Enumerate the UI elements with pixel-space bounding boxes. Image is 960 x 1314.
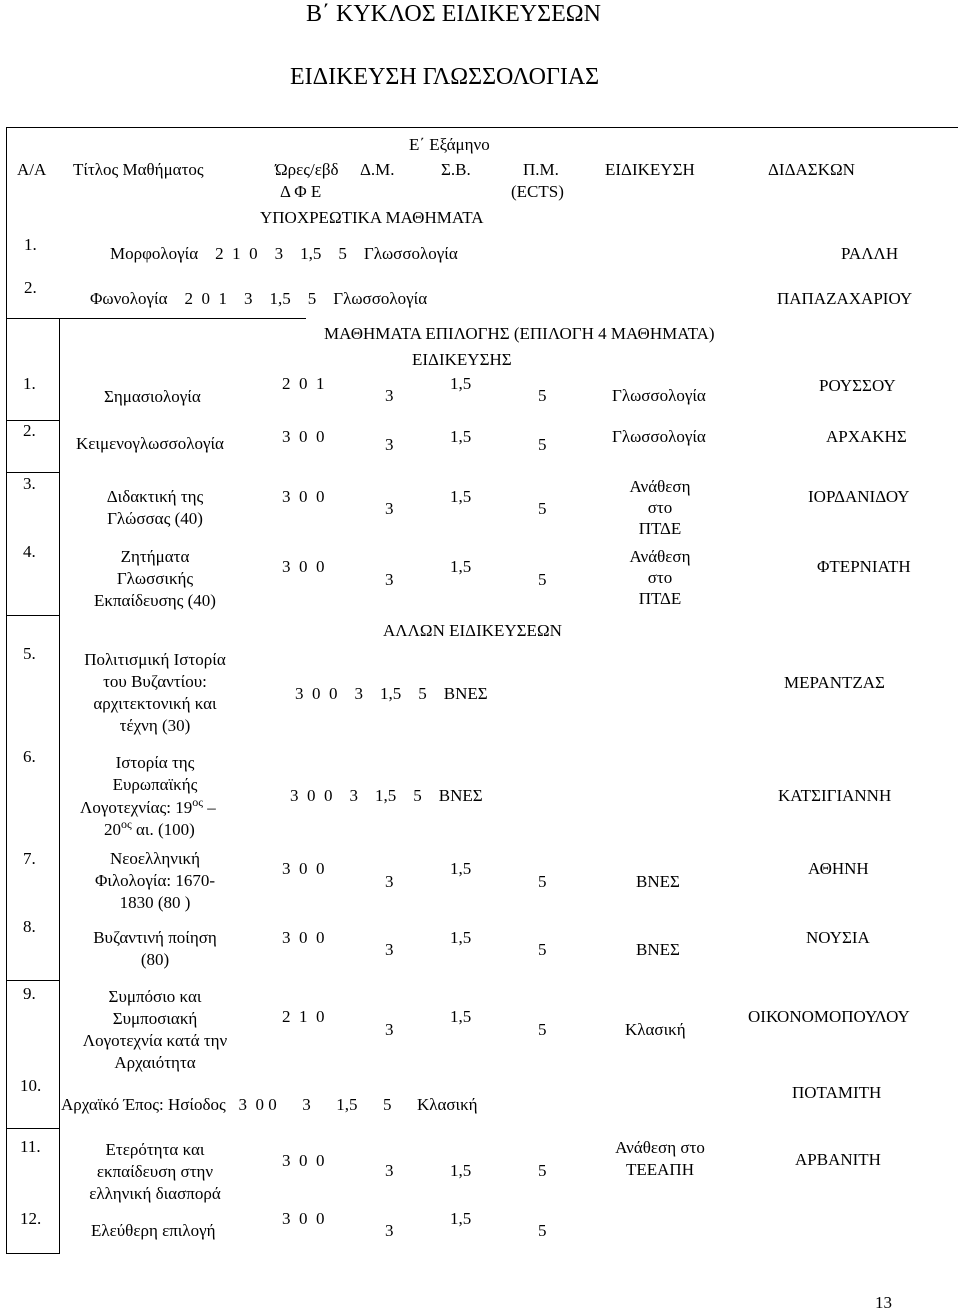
pm: 5 (538, 940, 547, 959)
title-superscript: ος (121, 817, 132, 831)
dm: 3 (385, 872, 394, 891)
sv: 1,5 (450, 928, 472, 947)
sv: 1,5 (450, 427, 472, 446)
col-specialization: ΕΙΔΙΚΕΥΣΗ (605, 160, 695, 179)
course-title: Λογοτεχνία κατά την (82, 1031, 228, 1050)
hours: 3 0 0 (282, 557, 325, 576)
sv: 1,5 (450, 1209, 472, 1228)
course-title: Συμπόσιο και (108, 987, 202, 1006)
row-number: 11. (20, 1137, 41, 1156)
specialization: Ανάθεση (629, 477, 691, 496)
teacher: ΜΕΡΑΝΤΖΑΣ (784, 673, 885, 692)
row-number: 5. (23, 644, 36, 663)
row-values: 3 0 0 3 1,5 5 ΒΝΕΣ (290, 786, 483, 805)
specialization: Κλασική (625, 1020, 686, 1039)
title-text: Λογοτεχνίας: 19 (80, 798, 193, 817)
hours: 3 0 0 (282, 427, 325, 446)
course-title: Γλωσσικής (116, 569, 194, 588)
course-title (104, 817, 195, 839)
dm: 3 (385, 499, 394, 518)
divider-row (6, 1128, 60, 1129)
hours: 3 0 0 (282, 928, 325, 947)
course-title: Ελεύθερη επιλογή (91, 1221, 216, 1240)
row-number: 9. (23, 984, 36, 1003)
sv: 1,5 (450, 859, 472, 878)
row-number: 10. (20, 1076, 42, 1095)
table-left-border (6, 128, 7, 1254)
row-number: 6. (23, 747, 36, 766)
specialization: ΒΝΕΣ (636, 940, 680, 959)
teacher: ΙΟΡΔΑΝΙΔΟΥ (808, 487, 910, 506)
dm: 3 (385, 570, 394, 589)
dm: 3 (385, 940, 394, 959)
course-title: Ετερότητα και (105, 1140, 205, 1159)
teacher: ΑΡΒΑΝΙΤΗ (795, 1150, 881, 1169)
course-title: Γλώσσας (40) (107, 509, 203, 528)
pm: 5 (538, 1161, 547, 1180)
section-electives-sub: ΕΙΔΙΚΕΥΣΗΣ (412, 350, 512, 369)
course-title: αρχιτεκτονική και (93, 694, 217, 713)
course-title: Αρχαιότητα (114, 1053, 196, 1072)
section-electives: ΜΑΘΗΜΑΤΑ ΕΠΙΛΟΓΗΣ (ΕΠΙΛΟΓΗ 4 ΜΑΘΗΜΑΤΑ) (324, 324, 715, 343)
dm: 3 (385, 1161, 394, 1180)
row-number: 12. (20, 1209, 42, 1228)
row-number: 2. (23, 421, 36, 440)
pm: 5 (538, 872, 547, 891)
specialization: ΠΤΔΕ (638, 589, 682, 608)
course-title: τέχνη (30) (119, 716, 191, 735)
course-title: (80) (140, 950, 170, 969)
specialization: Ανάθεση στο (615, 1138, 705, 1157)
row-number: 8. (23, 917, 36, 936)
divider-row (6, 615, 60, 616)
row-data: Αρχαϊκό Έπος: Ησίοδος 3 0 0 3 1,5 5 Κλασική (61, 1095, 478, 1114)
specialization: Γλωσσολογία (612, 386, 706, 405)
course-title: Φιλολογία: 1670- (94, 871, 216, 890)
table-top-border (6, 127, 958, 128)
col-dm: Δ.Μ. (360, 160, 395, 179)
hours: 2 1 0 (282, 1007, 325, 1026)
sv: 1,5 (450, 487, 472, 506)
specialization: στο (647, 498, 673, 517)
hours: 3 0 0 (282, 859, 325, 878)
teacher: ΦΤΕΡΝΙΑΤΗ (817, 557, 911, 576)
course-title: Συμποσιακή (112, 1009, 198, 1028)
col-pm-ects: (ECTS) (511, 182, 564, 201)
col-teaching: ΔΙΔΑΣΚΩΝ (768, 160, 855, 179)
col-course-title: Τίτλος Μαθήματος (73, 160, 204, 179)
course-title: του Βυζαντίου: (103, 672, 207, 691)
col-pm: Π.Μ. (523, 160, 559, 179)
course-title (80, 795, 216, 817)
specialization: στο (647, 568, 673, 587)
hours: 2 0 1 (282, 374, 325, 393)
semester-label: Ε΄ Εξάμηνο (409, 135, 490, 154)
specialization: ΒΝΕΣ (636, 872, 680, 891)
course-title: Πολιτισμική Ιστορία (84, 650, 226, 669)
title-text: αι. (100) (131, 820, 195, 839)
title-superscript: ος (192, 795, 203, 809)
teacher: ΑΡΧΑΚΗΣ (826, 427, 907, 446)
page-number: 13 (875, 1293, 892, 1312)
course-title: Βυζαντινή ποίηση (93, 928, 217, 947)
row-data: Φωνολογία 2 0 1 3 1,5 5 Γλωσσολογία (90, 289, 428, 308)
course-title: Νεοελληνική (110, 849, 200, 868)
row-data: Μορφολογία 2 1 0 3 1,5 5 Γλωσσολογία (110, 244, 458, 263)
course-title: Σημασιολογία (104, 387, 201, 406)
dm: 3 (385, 435, 394, 454)
row-number: 4. (23, 542, 36, 561)
table-bottom-border (6, 1253, 60, 1254)
teacher: ΑΘΗΝΗ (808, 859, 869, 878)
section-other: ΑΛΛΩΝ ΕΙΔΙΚΕΥΣΕΩΝ (383, 621, 562, 640)
section-required: ΥΠΟΧΡΕΩΤΙΚΑ ΜΑΘΗΜΑΤΑ (260, 208, 484, 227)
row-number: 2. (24, 278, 37, 297)
course-title: Κειμενογλωσσολογία (76, 434, 224, 453)
document-subtitle: ΕΙΔΙΚΕΥΣΗ ΓΛΩΣΣΟΛΟΓΙΑΣ (290, 64, 600, 90)
pm: 5 (538, 499, 547, 518)
pm: 5 (538, 386, 547, 405)
teacher: ΚΑΤΣΙΓΙΑΝΝΗ (778, 786, 892, 805)
teacher: ΝΟΥΣΙΑ (806, 928, 870, 947)
course-title: ελληνική διασπορά (89, 1184, 221, 1203)
teacher: ΟΙΚΟΝΟΜΟΠΟΥΛΟΥ (748, 1007, 910, 1026)
col-aa: Α/Α (17, 160, 47, 179)
course-title: Διδακτική της (106, 487, 204, 506)
sv: 1,5 (450, 557, 472, 576)
specialization: Γλωσσολογία (612, 427, 706, 446)
col-sv: Σ.Β. (441, 160, 471, 179)
pm: 5 (538, 1020, 547, 1039)
course-title: Ζητήματα (120, 547, 190, 566)
title-text: – (203, 798, 216, 817)
divider-row (6, 472, 60, 473)
specialization: Ανάθεση (629, 547, 691, 566)
pm: 5 (538, 1221, 547, 1240)
number-column-divider (59, 318, 60, 1254)
specialization: ΤΕΕΑΠΗ (626, 1160, 694, 1179)
document-title: Β΄ ΚΥΚΛΟΣ ΕΙΔΙΚΕΥΣΕΩΝ (306, 1, 601, 27)
title-text: 20 (104, 820, 121, 839)
row-number: 3. (23, 474, 36, 493)
dm: 3 (385, 386, 394, 405)
row-teacher: ΠΑΠΑΖΑΧΑΡΙΟΥ (777, 289, 913, 308)
sv: 1,5 (450, 1007, 472, 1026)
pm: 5 (538, 435, 547, 454)
col-hours: Ώρες/εβδ (275, 160, 339, 179)
pm: 5 (538, 570, 547, 589)
row-teacher: ΡΑΛΛΗ (841, 244, 899, 263)
dm: 3 (385, 1221, 394, 1240)
divider-row (6, 980, 60, 981)
course-title: 1830 (80 ) (119, 893, 191, 912)
row-values: 3 0 0 3 1,5 5 ΒΝΕΣ (295, 684, 488, 703)
col-hours-sub: Δ Φ Ε (280, 182, 322, 201)
specialization: ΠΤΔΕ (638, 519, 682, 538)
row-number: 1. (24, 235, 37, 254)
course-title: Εκπαίδευσης (40) (94, 591, 216, 610)
hours: 3 0 0 (282, 1209, 325, 1228)
course-title: εκπαίδευση στην (96, 1162, 214, 1181)
teacher: ΠΟΤΑΜΙΤΗ (792, 1083, 882, 1102)
sv: 1,5 (450, 1161, 472, 1180)
divider-required-electives (6, 318, 306, 319)
teacher: ΡΟΥΣΣΟΥ (819, 376, 896, 395)
row-number: 1. (23, 374, 36, 393)
course-title: Ιστορία της (115, 753, 195, 772)
hours: 3 0 0 (282, 1151, 325, 1170)
course-title: Ευρωπαϊκής (112, 775, 198, 794)
hours: 3 0 0 (282, 487, 325, 506)
row-number: 7. (23, 849, 36, 868)
dm: 3 (385, 1020, 394, 1039)
sv: 1,5 (450, 374, 472, 393)
